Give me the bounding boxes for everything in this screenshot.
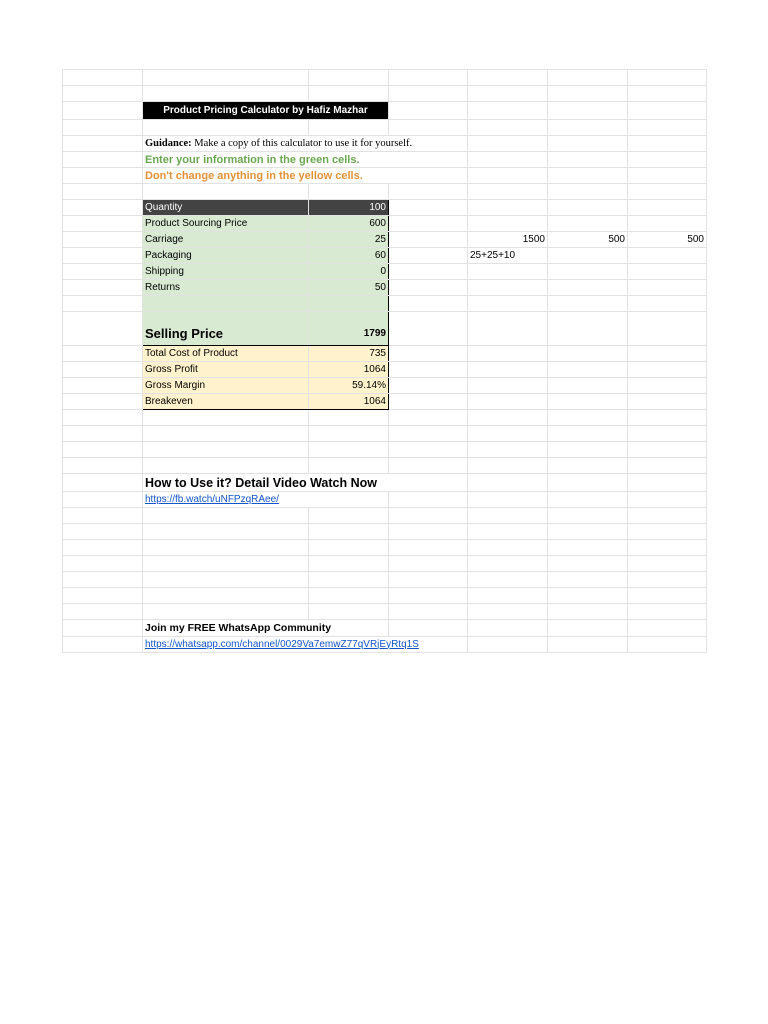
guidance-text: Make a copy of this calculator to use it for yourself.: [191, 137, 413, 149]
selling-price-label[interactable]: Selling Price: [143, 312, 309, 346]
quantity-label[interactable]: Quantity: [143, 200, 309, 216]
returns-label[interactable]: Returns: [143, 280, 309, 296]
packaging-value[interactable]: 60: [309, 248, 389, 264]
sourcing-price-label[interactable]: Product Sourcing Price: [143, 216, 309, 232]
carriage-value[interactable]: 25: [309, 232, 389, 248]
side-note-formula[interactable]: 25+25+10: [468, 248, 548, 264]
gross-profit-label[interactable]: Gross Profit: [143, 362, 309, 378]
sourcing-price-value[interactable]: 600: [309, 216, 389, 232]
gross-margin-label[interactable]: Gross Margin: [143, 378, 309, 394]
returns-value[interactable]: 50: [309, 280, 389, 296]
side-value-500-b[interactable]: 500: [628, 232, 707, 248]
empty-green-cell[interactable]: [309, 296, 389, 312]
packaging-label[interactable]: Packaging: [143, 248, 309, 264]
calculator-title[interactable]: Product Pricing Calculator by Hafiz Mazhar: [143, 102, 389, 120]
video-link[interactable]: https://fb.watch/uNFPzqRAee/: [143, 492, 389, 508]
guidance-label: Guidance:: [145, 137, 192, 149]
gross-margin-value[interactable]: 59.14%: [309, 378, 389, 394]
community-link[interactable]: https://whatsapp.com/channel/0029Va7emwZ77qVRjEyRtq1S: [143, 637, 468, 653]
yellow-cells-instruction[interactable]: Don't change anything in the yellow cells.: [143, 168, 468, 184]
shipping-label[interactable]: Shipping: [143, 264, 309, 280]
shipping-value[interactable]: 0: [309, 264, 389, 280]
side-value-1500[interactable]: 1500: [468, 232, 548, 248]
green-cells-instruction[interactable]: Enter your information in the green cells.: [143, 152, 468, 168]
quantity-value[interactable]: 100: [309, 200, 389, 216]
breakeven-value[interactable]: 1064: [309, 394, 389, 410]
total-cost-value[interactable]: 735: [309, 346, 389, 362]
empty-green-cell[interactable]: [143, 296, 309, 312]
selling-price-value[interactable]: 1799: [309, 312, 389, 346]
carriage-label[interactable]: Carriage: [143, 232, 309, 248]
gross-profit-value[interactable]: 1064: [309, 362, 389, 378]
total-cost-label[interactable]: Total Cost of Product: [143, 346, 309, 362]
spreadsheet-grid: [62, 69, 707, 653]
breakeven-label[interactable]: Breakeven: [143, 394, 309, 410]
guidance-note[interactable]: [143, 136, 468, 152]
video-heading[interactable]: How to Use it? Detail Video Watch Now: [143, 474, 468, 492]
community-heading[interactable]: Join my FREE WhatsApp Community: [143, 620, 389, 637]
side-value-500-a[interactable]: 500: [548, 232, 628, 248]
